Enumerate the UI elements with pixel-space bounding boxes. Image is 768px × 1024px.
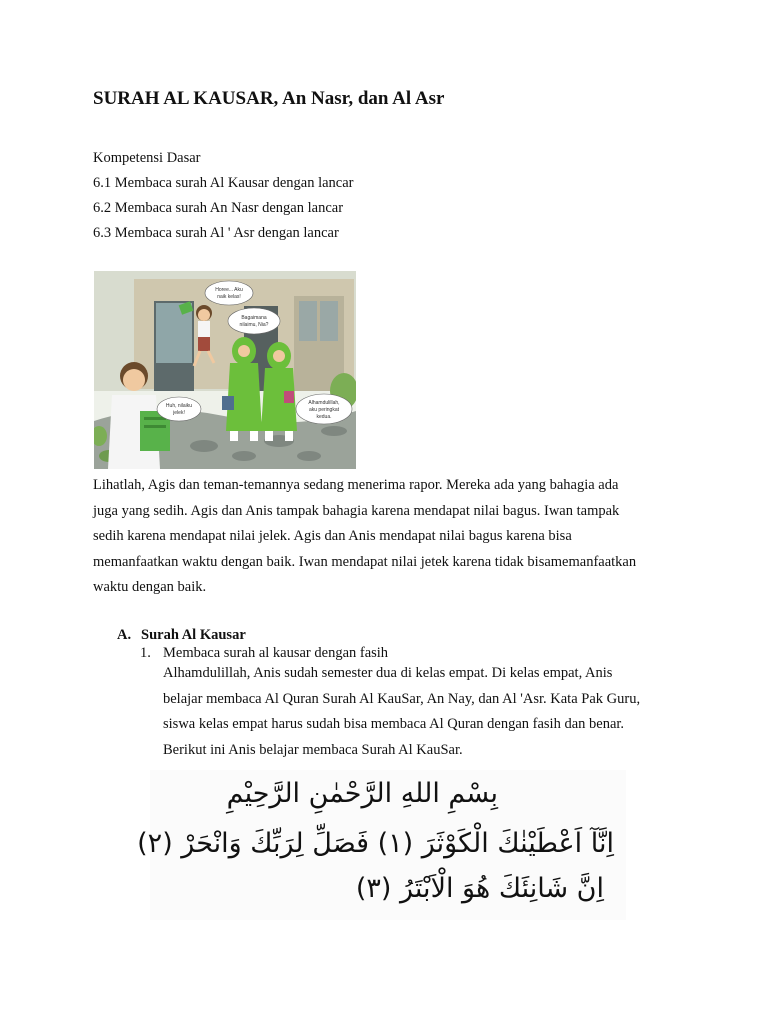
body-line: belajar membaca Al Quran Surah Al KauSar, An Nay, dan Al 'Asr. Kata Pak Guru, bbox=[163, 690, 641, 707]
intro-line: Lihatlah, Agis dan teman-temannya sedang menerima rapor. Mereka ada yang bahagia ada bbox=[93, 477, 619, 493]
intro-line: waktu dengan baik. bbox=[93, 579, 207, 595]
arabic-verse-line: اِنَّ شَانِئَكَ هُوَ الْاَبْتَرُ (٣) bbox=[355, 873, 604, 904]
svg-text:Horee... Aku: Horee... Aku bbox=[215, 287, 243, 293]
kompetensi-item: 6.2 Membaca surah An Nasr dengan lancar bbox=[93, 200, 344, 216]
svg-text:Bagaimana: Bagaimana bbox=[241, 315, 267, 321]
svg-text:Alhamdulillah,: Alhamdulillah, bbox=[308, 400, 340, 406]
body-line: Berikut ini Anis belajar membaca Surah Al KauSar. bbox=[163, 741, 463, 758]
intro-line: memanfaatkan waktu dengan baik. Iwan mendapat nilai jetek karena tidak bisamemanfaatkan bbox=[93, 553, 637, 570]
list-text: Membaca surah al kausar dengan fasih bbox=[163, 645, 389, 661]
list-item bbox=[140, 645, 388, 662]
section-title: Surah Al Kausar bbox=[141, 627, 246, 643]
svg-text:kedua.: kedua. bbox=[316, 414, 332, 420]
kompetensi-item: 6.1 Membaca surah Al Kausar dengan lancar bbox=[93, 175, 354, 191]
kompetensi-dasar bbox=[93, 146, 354, 246]
section-a-heading bbox=[117, 627, 246, 644]
rapor-illustration bbox=[94, 271, 356, 469]
svg-text:jelek!: jelek! bbox=[173, 410, 185, 416]
svg-text:Huh, nilaiku: Huh, nilaiku bbox=[165, 403, 193, 409]
basmalah: بِسْمِ اللهِ الرَّحْمٰنِ الرَّحِيْمِ bbox=[226, 778, 498, 809]
kompetensi-item: 6.3 Membaca surah Al ' Asr dengan lancar bbox=[93, 225, 339, 241]
page-title: SURAH AL KAUSAR, An Nasr, dan Al Asr bbox=[93, 88, 445, 109]
item-body bbox=[163, 661, 703, 763]
speech-bubble bbox=[205, 281, 253, 305]
intro-paragraph bbox=[93, 473, 693, 601]
section-letter: A. bbox=[117, 627, 132, 643]
speech-bubble bbox=[228, 308, 280, 334]
list-number: 1. bbox=[140, 645, 151, 661]
svg-text:nilaimu, Nia?: nilaimu, Nia? bbox=[239, 322, 269, 328]
arabic-text-image bbox=[137, 770, 626, 920]
body-line: siswa kelas empat harus sudah bisa membaca Al Quran dengan fasih dan benar. bbox=[163, 716, 625, 732]
kompetensi-heading: Kompetensi Dasar bbox=[93, 150, 201, 166]
speech-bubble bbox=[157, 397, 201, 421]
intro-line: sedih karena mendapat nilai jelek. Agis dan Anis mendapat nilai bagus karena bisa bbox=[93, 528, 572, 544]
intro-line: juga yang sedih. Agis dan Anis tampak bahagia karena mendapat nilai bagus. Iwan tampak bbox=[93, 502, 620, 519]
svg-text:naik kelas!: naik kelas! bbox=[217, 294, 241, 300]
body-line: Alhamdulillah, Anis sudah semester dua di kelas empat. Di kelas empat, Anis bbox=[163, 665, 613, 681]
arabic-verse-line: اِنَّآ اَعْطَيْنٰكَ الْكَوْثَرَ (١) فَصَلِّ لِرَبِّكَ وَانْحَرْ (٢) bbox=[137, 828, 614, 859]
svg-text:aku peringkat: aku peringkat bbox=[308, 407, 340, 413]
speech-bubble bbox=[296, 394, 352, 424]
